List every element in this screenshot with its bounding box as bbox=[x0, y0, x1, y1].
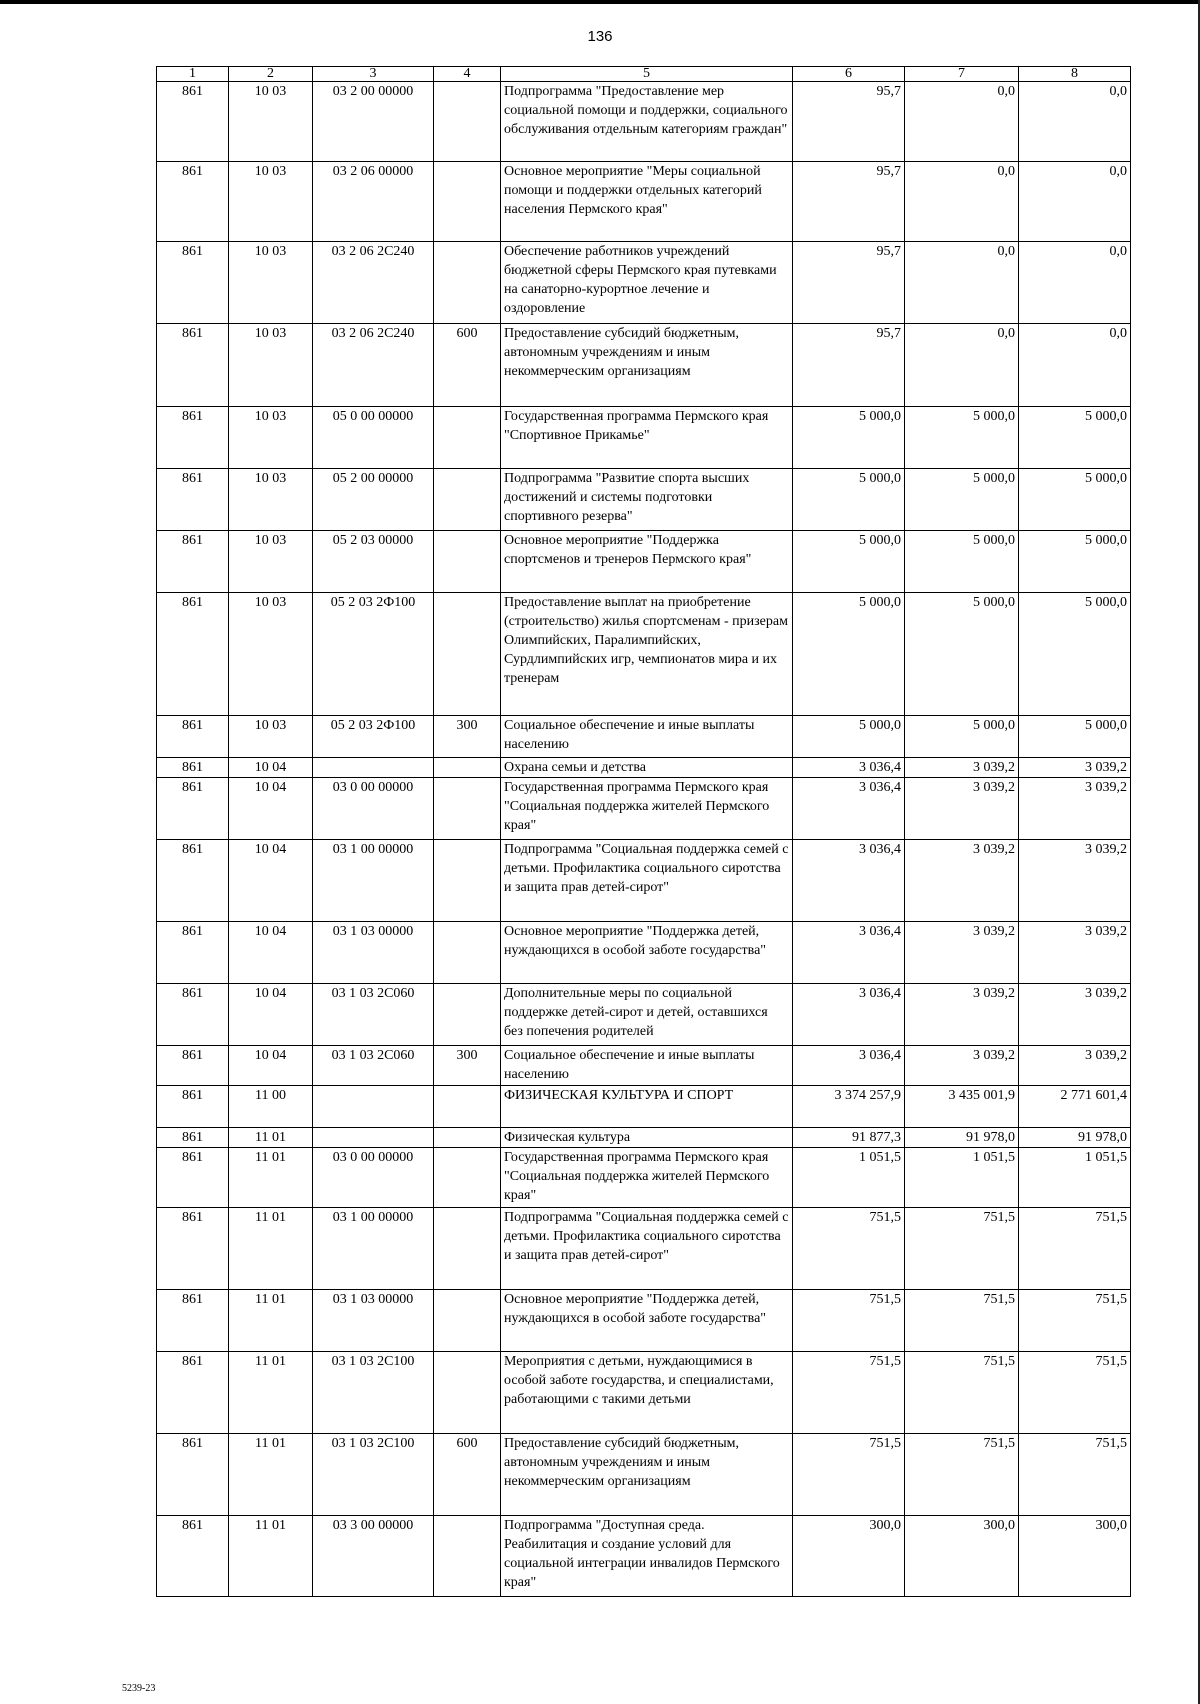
cell-amount-year-2: 1 051,5 bbox=[905, 1148, 1019, 1208]
cell-expense-type bbox=[434, 531, 501, 593]
cell-name: Подпрограмма "Доступная среда. Реабилитация и создание условий для социальной интеграции инвалидов Пермского края" bbox=[501, 1516, 793, 1597]
cell-amount-year-1: 751,5 bbox=[793, 1208, 905, 1290]
cell-name: Государственная программа Пермского края "Социальная поддержка жителей Пермского края" bbox=[501, 778, 793, 840]
cell-name: Основное мероприятие "Поддержка детей, нуждающихся в особой заботе государства" bbox=[501, 922, 793, 984]
cell-amount-year-2: 0,0 bbox=[905, 162, 1019, 242]
table-row bbox=[157, 840, 1131, 922]
cell-target-article: 03 2 06 00000 bbox=[313, 162, 434, 242]
cell-amount-year-1: 91 877,3 bbox=[793, 1128, 905, 1148]
cell-name: Подпрограмма "Социальная поддержка семей с детьми. Профилактика социального сиротства и защита прав детей-сирот" bbox=[501, 1208, 793, 1290]
cell-amount-year-2: 300,0 bbox=[905, 1516, 1019, 1597]
cell-admin-code: 861 bbox=[157, 1290, 229, 1352]
table-row bbox=[157, 162, 1131, 242]
header-col-2: 2 bbox=[229, 67, 313, 82]
header-col-7: 7 bbox=[905, 67, 1019, 82]
cell-amount-year-1: 3 036,4 bbox=[793, 758, 905, 778]
cell-admin-code: 861 bbox=[157, 1208, 229, 1290]
table-row bbox=[157, 407, 1131, 469]
header-col-8: 8 bbox=[1019, 67, 1131, 82]
cell-amount-year-3: 5 000,0 bbox=[1019, 407, 1131, 469]
cell-admin-code: 861 bbox=[157, 82, 229, 162]
cell-amount-year-1: 3 036,4 bbox=[793, 984, 905, 1046]
cell-amount-year-1: 3 036,4 bbox=[793, 840, 905, 922]
budget-table bbox=[156, 66, 1131, 1597]
table-row bbox=[157, 593, 1131, 716]
cell-name: Физическая культура bbox=[501, 1128, 793, 1148]
cell-expense-type bbox=[434, 407, 501, 469]
header-col-5: 5 bbox=[501, 67, 793, 82]
cell-name: Государственная программа Пермского края "Социальная поддержка жителей Пермского края" bbox=[501, 1148, 793, 1208]
table-row bbox=[157, 1352, 1131, 1434]
cell-admin-code: 861 bbox=[157, 242, 229, 324]
cell-amount-year-2: 0,0 bbox=[905, 242, 1019, 324]
cell-admin-code: 861 bbox=[157, 716, 229, 758]
cell-target-article: 03 1 03 00000 bbox=[313, 922, 434, 984]
cell-expense-type bbox=[434, 778, 501, 840]
cell-name: Государственная программа Пермского края "Спортивное Прикамье" bbox=[501, 407, 793, 469]
cell-target-article: 05 0 00 00000 bbox=[313, 407, 434, 469]
cell-admin-code: 861 bbox=[157, 593, 229, 716]
cell-amount-year-2: 3 435 001,9 bbox=[905, 1086, 1019, 1128]
cell-amount-year-3: 0,0 bbox=[1019, 82, 1131, 162]
cell-amount-year-3: 0,0 bbox=[1019, 242, 1131, 324]
cell-expense-type: 600 bbox=[434, 324, 501, 407]
cell-target-article: 03 0 00 00000 bbox=[313, 1148, 434, 1208]
header-col-6: 6 bbox=[793, 67, 905, 82]
cell-amount-year-2: 751,5 bbox=[905, 1434, 1019, 1516]
cell-amount-year-3: 3 039,2 bbox=[1019, 922, 1131, 984]
cell-admin-code: 861 bbox=[157, 324, 229, 407]
table-row bbox=[157, 1148, 1131, 1208]
cell-expense-type bbox=[434, 984, 501, 1046]
table-body bbox=[157, 82, 1131, 1597]
cell-amount-year-3: 3 039,2 bbox=[1019, 758, 1131, 778]
cell-amount-year-3: 300,0 bbox=[1019, 1516, 1131, 1597]
cell-amount-year-2: 3 039,2 bbox=[905, 758, 1019, 778]
table-row bbox=[157, 82, 1131, 162]
cell-amount-year-2: 751,5 bbox=[905, 1208, 1019, 1290]
cell-amount-year-3: 5 000,0 bbox=[1019, 716, 1131, 758]
cell-name: Дополнительные меры по социальной поддержке детей-сирот и детей, оставшихся без попечения родителей bbox=[501, 984, 793, 1046]
cell-name: Основное мероприятие "Поддержка детей, нуждающихся в особой заботе государства" bbox=[501, 1290, 793, 1352]
cell-admin-code: 861 bbox=[157, 840, 229, 922]
table-row bbox=[157, 1290, 1131, 1352]
cell-amount-year-2: 5 000,0 bbox=[905, 593, 1019, 716]
cell-admin-code: 861 bbox=[157, 758, 229, 778]
cell-amount-year-3: 1 051,5 bbox=[1019, 1148, 1131, 1208]
cell-expense-type bbox=[434, 922, 501, 984]
cell-amount-year-3: 3 039,2 bbox=[1019, 1046, 1131, 1086]
cell-expense-type bbox=[434, 1352, 501, 1434]
cell-amount-year-3: 751,5 bbox=[1019, 1352, 1131, 1434]
cell-amount-year-3: 751,5 bbox=[1019, 1208, 1131, 1290]
cell-section: 11 01 bbox=[229, 1352, 313, 1434]
cell-target-article: 05 2 03 2Ф100 bbox=[313, 593, 434, 716]
header-col-4: 4 bbox=[434, 67, 501, 82]
document-code: 5239-23 bbox=[122, 1683, 156, 1694]
cell-amount-year-3: 5 000,0 bbox=[1019, 593, 1131, 716]
cell-admin-code: 861 bbox=[157, 1516, 229, 1597]
cell-amount-year-2: 91 978,0 bbox=[905, 1128, 1019, 1148]
cell-amount-year-2: 3 039,2 bbox=[905, 922, 1019, 984]
cell-section: 10 04 bbox=[229, 758, 313, 778]
table-row bbox=[157, 984, 1131, 1046]
cell-expense-type bbox=[434, 593, 501, 716]
cell-admin-code: 861 bbox=[157, 407, 229, 469]
cell-expense-type bbox=[434, 840, 501, 922]
cell-amount-year-1: 95,7 bbox=[793, 162, 905, 242]
cell-expense-type: 300 bbox=[434, 1046, 501, 1086]
cell-section: 10 03 bbox=[229, 531, 313, 593]
cell-section: 10 03 bbox=[229, 242, 313, 324]
cell-amount-year-2: 5 000,0 bbox=[905, 716, 1019, 758]
cell-admin-code: 861 bbox=[157, 1128, 229, 1148]
cell-expense-type bbox=[434, 242, 501, 324]
cell-name: Основное мероприятие "Меры социальной помощи и поддержки отдельных категорий населения Пермского края" bbox=[501, 162, 793, 242]
cell-expense-type bbox=[434, 469, 501, 531]
cell-name: Основное мероприятие "Поддержка спортсменов и тренеров Пермского края" bbox=[501, 531, 793, 593]
cell-amount-year-1: 3 036,4 bbox=[793, 922, 905, 984]
table-row bbox=[157, 1128, 1131, 1148]
cell-expense-type bbox=[434, 1086, 501, 1128]
cell-name: Социальное обеспечение и иные выплаты населению bbox=[501, 716, 793, 758]
cell-amount-year-1: 5 000,0 bbox=[793, 531, 905, 593]
cell-amount-year-2: 3 039,2 bbox=[905, 778, 1019, 840]
table-row bbox=[157, 1516, 1131, 1597]
cell-name: Предоставление субсидий бюджетным, автономным учреждениям и иным некоммерческим организациям bbox=[501, 324, 793, 407]
cell-target-article bbox=[313, 1086, 434, 1128]
cell-amount-year-1: 5 000,0 bbox=[793, 716, 905, 758]
cell-admin-code: 861 bbox=[157, 1434, 229, 1516]
cell-target-article bbox=[313, 758, 434, 778]
table-row bbox=[157, 324, 1131, 407]
cell-amount-year-1: 751,5 bbox=[793, 1290, 905, 1352]
cell-amount-year-1: 751,5 bbox=[793, 1434, 905, 1516]
cell-amount-year-3: 3 039,2 bbox=[1019, 778, 1131, 840]
cell-admin-code: 861 bbox=[157, 469, 229, 531]
cell-target-article: 03 1 03 2С100 bbox=[313, 1352, 434, 1434]
cell-target-article: 03 1 03 2С100 bbox=[313, 1434, 434, 1516]
cell-name: Подпрограмма "Развитие спорта высших достижений и системы подготовки спортивного резерва" bbox=[501, 469, 793, 531]
cell-amount-year-1: 3 036,4 bbox=[793, 1046, 905, 1086]
cell-amount-year-3: 2 771 601,4 bbox=[1019, 1086, 1131, 1128]
cell-amount-year-3: 751,5 bbox=[1019, 1434, 1131, 1516]
table-row bbox=[157, 469, 1131, 531]
cell-amount-year-2: 3 039,2 bbox=[905, 1046, 1019, 1086]
cell-amount-year-3: 5 000,0 bbox=[1019, 531, 1131, 593]
cell-section: 11 01 bbox=[229, 1434, 313, 1516]
cell-target-article: 03 3 00 00000 bbox=[313, 1516, 434, 1597]
scan-border-top bbox=[0, 0, 1200, 4]
table-row bbox=[157, 922, 1131, 984]
cell-section: 10 04 bbox=[229, 840, 313, 922]
cell-section: 11 01 bbox=[229, 1208, 313, 1290]
cell-amount-year-1: 3 374 257,9 bbox=[793, 1086, 905, 1128]
cell-target-article: 05 2 03 2Ф100 bbox=[313, 716, 434, 758]
cell-name: Предоставление субсидий бюджетным, автономным учреждениям и иным некоммерческим организациям bbox=[501, 1434, 793, 1516]
cell-section: 10 04 bbox=[229, 778, 313, 840]
cell-target-article: 03 2 00 00000 bbox=[313, 82, 434, 162]
cell-name: Предоставление выплат на приобретение (строительство) жилья спортсменам - призерам Олимпийских, Паралимпийских, Сурдлимпийских игр, чемпионатов мира и их тренерам bbox=[501, 593, 793, 716]
cell-section: 10 03 bbox=[229, 82, 313, 162]
table-row bbox=[157, 1046, 1131, 1086]
cell-amount-year-1: 95,7 bbox=[793, 324, 905, 407]
cell-amount-year-2: 5 000,0 bbox=[905, 407, 1019, 469]
cell-name: Мероприятия с детьми, нуждающимися в особой заботе государства, и специалистами, работающими с такими детьми bbox=[501, 1352, 793, 1434]
cell-admin-code: 861 bbox=[157, 778, 229, 840]
cell-expense-type bbox=[434, 1208, 501, 1290]
cell-admin-code: 861 bbox=[157, 1352, 229, 1434]
cell-target-article: 03 1 03 00000 bbox=[313, 1290, 434, 1352]
cell-amount-year-1: 95,7 bbox=[793, 242, 905, 324]
cell-section: 11 00 bbox=[229, 1086, 313, 1128]
cell-expense-type bbox=[434, 82, 501, 162]
cell-expense-type bbox=[434, 1148, 501, 1208]
table-row bbox=[157, 778, 1131, 840]
cell-amount-year-3: 3 039,2 bbox=[1019, 840, 1131, 922]
cell-name: Охрана семьи и детства bbox=[501, 758, 793, 778]
cell-target-article: 03 1 00 00000 bbox=[313, 840, 434, 922]
cell-amount-year-2: 751,5 bbox=[905, 1352, 1019, 1434]
cell-amount-year-3: 91 978,0 bbox=[1019, 1128, 1131, 1148]
cell-expense-type bbox=[434, 1128, 501, 1148]
cell-target-article: 03 1 03 2С060 bbox=[313, 984, 434, 1046]
cell-amount-year-1: 95,7 bbox=[793, 82, 905, 162]
cell-target-article: 05 2 00 00000 bbox=[313, 469, 434, 531]
cell-name: Подпрограмма "Социальная поддержка семей с детьми. Профилактика социального сиротства и защита прав детей-сирот" bbox=[501, 840, 793, 922]
cell-amount-year-1: 751,5 bbox=[793, 1352, 905, 1434]
cell-section: 10 03 bbox=[229, 407, 313, 469]
table-row bbox=[157, 1208, 1131, 1290]
cell-section: 10 03 bbox=[229, 716, 313, 758]
cell-target-article: 05 2 03 00000 bbox=[313, 531, 434, 593]
cell-name: Обеспечение работников учреждений бюджетной сферы Пермского края путевками на санаторно-курортное лечение и оздоровление bbox=[501, 242, 793, 324]
cell-amount-year-2: 0,0 bbox=[905, 82, 1019, 162]
cell-target-article: 03 2 06 2С240 bbox=[313, 242, 434, 324]
cell-admin-code: 861 bbox=[157, 1148, 229, 1208]
cell-expense-type: 300 bbox=[434, 716, 501, 758]
cell-amount-year-2: 3 039,2 bbox=[905, 984, 1019, 1046]
cell-amount-year-1: 5 000,0 bbox=[793, 593, 905, 716]
cell-expense-type: 600 bbox=[434, 1434, 501, 1516]
cell-target-article: 03 1 03 2С060 bbox=[313, 1046, 434, 1086]
cell-amount-year-2: 5 000,0 bbox=[905, 469, 1019, 531]
cell-amount-year-3: 751,5 bbox=[1019, 1290, 1131, 1352]
cell-section: 10 03 bbox=[229, 469, 313, 531]
table-row bbox=[157, 531, 1131, 593]
cell-target-article: 03 1 00 00000 bbox=[313, 1208, 434, 1290]
cell-amount-year-1: 300,0 bbox=[793, 1516, 905, 1597]
cell-section: 10 04 bbox=[229, 984, 313, 1046]
table-row bbox=[157, 1086, 1131, 1128]
cell-section: 11 01 bbox=[229, 1148, 313, 1208]
cell-amount-year-2: 751,5 bbox=[905, 1290, 1019, 1352]
cell-amount-year-3: 0,0 bbox=[1019, 324, 1131, 407]
cell-amount-year-2: 3 039,2 bbox=[905, 840, 1019, 922]
cell-target-article: 03 2 06 2С240 bbox=[313, 324, 434, 407]
cell-section: 10 04 bbox=[229, 922, 313, 984]
cell-target-article: 03 0 00 00000 bbox=[313, 778, 434, 840]
header-col-1: 1 bbox=[157, 67, 229, 82]
cell-amount-year-1: 5 000,0 bbox=[793, 407, 905, 469]
table-row bbox=[157, 716, 1131, 758]
page-number: 136 bbox=[587, 28, 613, 45]
cell-expense-type bbox=[434, 162, 501, 242]
cell-amount-year-2: 5 000,0 bbox=[905, 531, 1019, 593]
header-col-3: 3 bbox=[313, 67, 434, 82]
table-row bbox=[157, 1434, 1131, 1516]
header-row bbox=[157, 67, 1131, 82]
cell-expense-type bbox=[434, 1516, 501, 1597]
cell-amount-year-1: 1 051,5 bbox=[793, 1148, 905, 1208]
cell-name: ФИЗИЧЕСКАЯ КУЛЬТУРА И СПОРТ bbox=[501, 1086, 793, 1128]
cell-section: 11 01 bbox=[229, 1128, 313, 1148]
cell-section: 10 03 bbox=[229, 593, 313, 716]
table-row bbox=[157, 242, 1131, 324]
cell-admin-code: 861 bbox=[157, 162, 229, 242]
cell-amount-year-1: 5 000,0 bbox=[793, 469, 905, 531]
cell-admin-code: 861 bbox=[157, 1086, 229, 1128]
cell-expense-type bbox=[434, 1290, 501, 1352]
cell-name: Социальное обеспечение и иные выплаты населению bbox=[501, 1046, 793, 1086]
cell-section: 11 01 bbox=[229, 1516, 313, 1597]
cell-admin-code: 861 bbox=[157, 531, 229, 593]
cell-section: 10 03 bbox=[229, 324, 313, 407]
cell-amount-year-2: 0,0 bbox=[905, 324, 1019, 407]
cell-name: Подпрограмма "Предоставление мер социальной помощи и поддержки, социального обслуживания отдельным категориям граждан" bbox=[501, 82, 793, 162]
cell-section: 10 03 bbox=[229, 162, 313, 242]
cell-section: 11 01 bbox=[229, 1290, 313, 1352]
cell-target-article bbox=[313, 1128, 434, 1148]
cell-admin-code: 861 bbox=[157, 922, 229, 984]
cell-expense-type bbox=[434, 758, 501, 778]
cell-amount-year-3: 0,0 bbox=[1019, 162, 1131, 242]
cell-amount-year-1: 3 036,4 bbox=[793, 778, 905, 840]
cell-amount-year-3: 5 000,0 bbox=[1019, 469, 1131, 531]
cell-section: 10 04 bbox=[229, 1046, 313, 1086]
cell-amount-year-3: 3 039,2 bbox=[1019, 984, 1131, 1046]
table-row bbox=[157, 758, 1131, 778]
cell-admin-code: 861 bbox=[157, 1046, 229, 1086]
cell-admin-code: 861 bbox=[157, 984, 229, 1046]
